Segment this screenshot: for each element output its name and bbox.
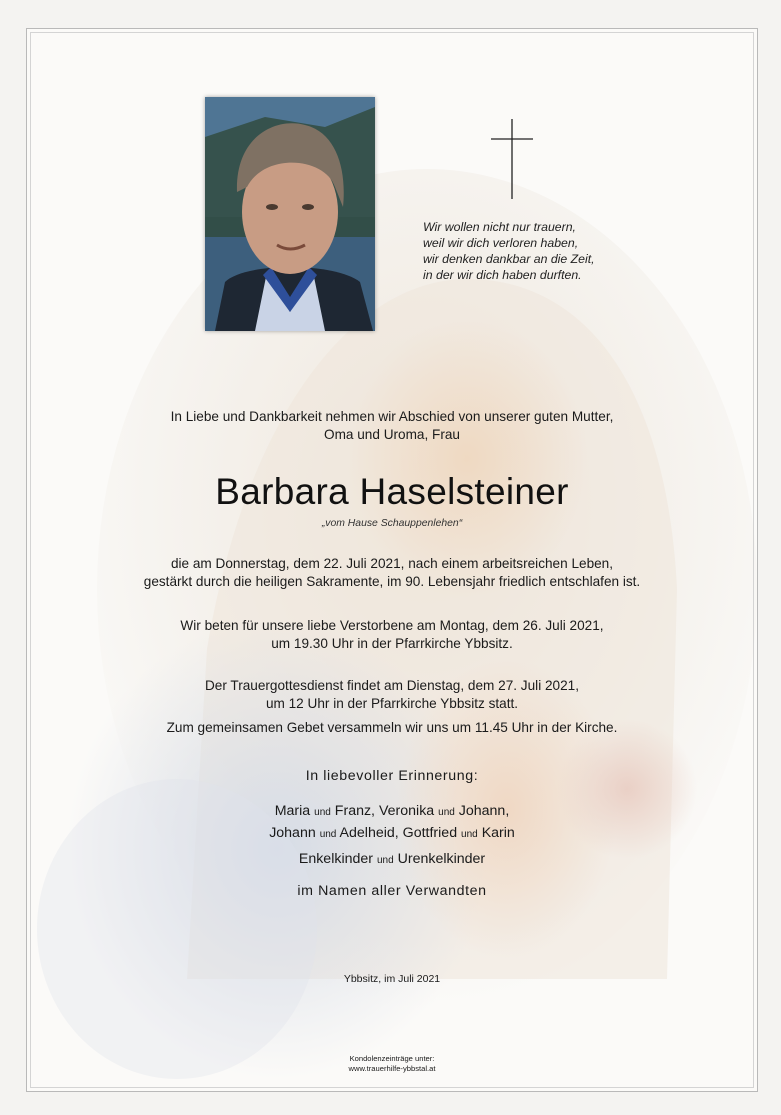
- mourner-name: Enkelkinder: [298, 851, 373, 867]
- mourners-row-2: [27, 823, 757, 845]
- poem-line: wir denken dankbar an die Zeit,: [423, 252, 595, 266]
- conjunction: und: [314, 807, 331, 818]
- prayer-notice: [27, 617, 757, 653]
- mourner-name: Johann: [269, 825, 316, 841]
- funeral-notice: [27, 677, 757, 713]
- death-line-1: die am Donnerstag, dem 22. Juli 2021, nach einem arbeitsreichen Leben,: [170, 556, 614, 571]
- mourners-list: [27, 801, 757, 871]
- conjunction: und: [376, 855, 394, 866]
- mourners-row-3: [27, 849, 757, 871]
- condolence-url: www.trauerhilfe-ybbstal.at: [348, 1064, 436, 1073]
- place-date: Ybbsitz, im Juli 2021: [343, 973, 441, 985]
- poem-line: weil wir dich verloren haben,: [423, 236, 579, 250]
- intro-line-1: In Liebe und Dankbarkeit nehmen wir Abschied von unserer guten Mutter,: [170, 409, 614, 424]
- death-line-2: gestärkt durch die heiligen Sakramente, im 90. Lebensjahr friedlich entschlafen ist.: [143, 574, 641, 589]
- deceased-origin: „vom Hause Schauppenlehen“: [321, 518, 463, 529]
- mourner-name: Johann,: [458, 803, 510, 819]
- portrait-photo: [205, 97, 375, 331]
- mourner-name: Adelheid,: [339, 825, 399, 841]
- prayer-line-2: um 19.30 Uhr in der Pfarrkirche Ybbsitz.: [271, 636, 513, 651]
- intro-text: [27, 408, 757, 444]
- mourner-name: Veronika: [378, 803, 435, 819]
- conjunction: und: [461, 829, 478, 840]
- poem-line: in der wir dich haben durften.: [423, 268, 582, 282]
- conjunction: und: [319, 829, 337, 840]
- memory-heading: In liebevoller Erinnerung:: [305, 768, 479, 784]
- condolence-footer: [27, 1054, 757, 1074]
- condolence-label: Kondolenzeinträge unter:: [349, 1054, 435, 1063]
- funeral-line-2: um 12 Uhr in der Pfarrkirche Ybbsitz statt.: [265, 696, 519, 711]
- relatives-line: im Namen aller Verwandten: [297, 883, 487, 899]
- mourner-name: Urenkelkinder: [397, 851, 486, 867]
- death-notice: [27, 555, 757, 591]
- mourner-name: Karin: [481, 825, 515, 841]
- mourners-row-1: [27, 801, 757, 823]
- deceased-name: Barbara Haselsteiner: [215, 471, 569, 512]
- funeral-line-1: Der Trauergottesdienst findet am Dienstag, dem 27. Juli 2021,: [204, 678, 580, 693]
- mourner-name: Maria: [274, 803, 311, 819]
- mourner-name: Franz,: [334, 803, 376, 819]
- mourner-name: Gottfried: [402, 825, 458, 841]
- cross-icon: [489, 119, 535, 199]
- poem-line: Wir wollen nicht nur trauern,: [423, 220, 576, 234]
- intro-line-2: Oma und Uroma, Frau: [324, 427, 460, 442]
- parte-card: [26, 28, 758, 1092]
- prayer-line-1: Wir beten für unsere liebe Verstorbene am Montag, dem 26. Juli 2021,: [180, 618, 604, 633]
- conjunction: und: [438, 807, 455, 818]
- memorial-poem: [423, 219, 663, 283]
- gathering-notice: Zum gemeinsamen Gebet versammeln wir uns um 11.45 Uhr in der Kirche.: [166, 720, 618, 735]
